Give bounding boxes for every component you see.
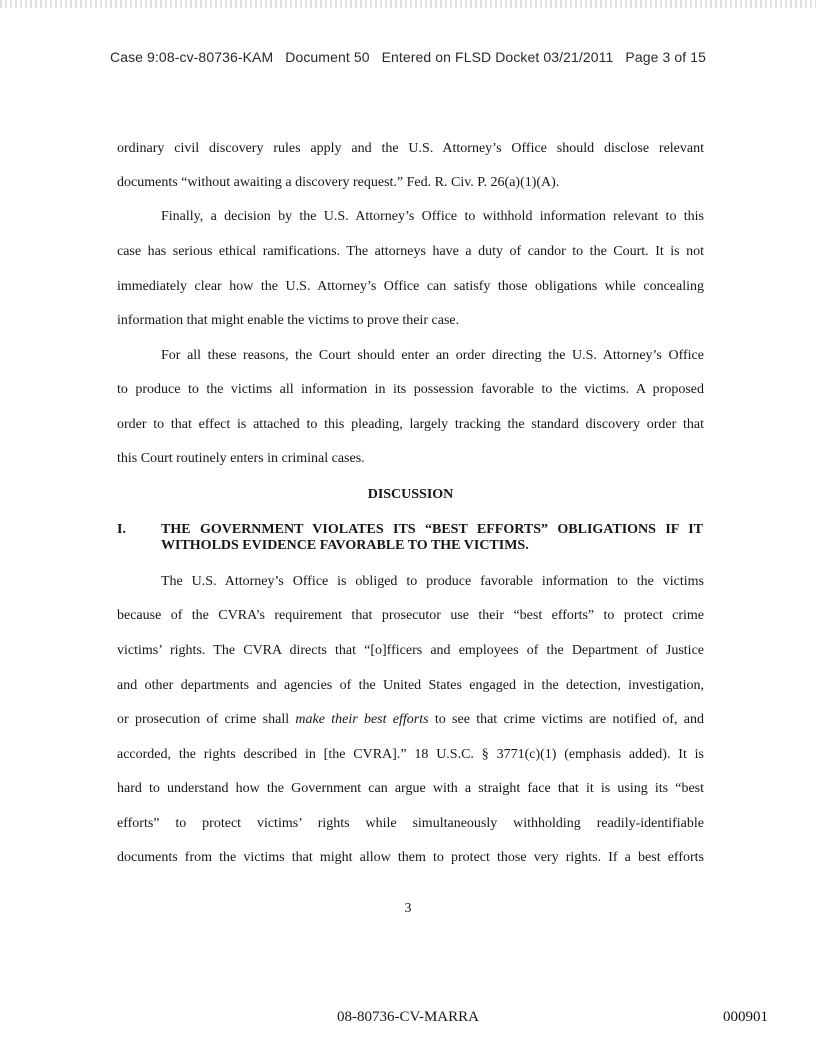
text-line: information that might enable the victims to prove their case. (117, 313, 460, 328)
case-footer-id: 08-80736-CV-MARRA (337, 1009, 479, 1025)
text-line: ordinary civil discovery rules apply and the U.S. Attorney’s Office should disclose relevant (117, 141, 704, 156)
text-line: victims’ rights. The CVRA directs that “[o]fficers and employees of the Department of Justice (117, 643, 704, 658)
text-line: For all these reasons, the Court should enter an order directing the U.S. Attorney’s Office (161, 348, 704, 363)
text-line: this Court routinely enters in criminal cases. (117, 451, 365, 466)
section-number: I. (117, 522, 126, 537)
text-line: documents from the victims that might allow them to protect those very rights. If a best efforts (117, 850, 704, 865)
text-segment: to see that crime victims are notified of, and (428, 712, 705, 727)
text-line: hard to understand how the Government can argue with a straight face that it is using its “best (117, 781, 704, 796)
case-header: Case 9:08-cv-80736-KAM Document 50 Entered on FLSD Docket 03/21/2011 Page 3 of 15 (109, 49, 706, 65)
emphasis-text: make their best efforts (295, 712, 429, 727)
text-line: documents “without awaiting a discovery request.” Fed. R. Civ. P. 26(a)(1)(A). (117, 175, 560, 190)
discussion-heading: DISCUSSION (367, 487, 454, 502)
section-heading (161, 522, 703, 554)
bates-number: 000901 (723, 1009, 768, 1025)
section-heading-line: THE GOVERNMENT VIOLATES ITS “BEST EFFORTS” OBLIGATIONS IF IT (161, 522, 703, 537)
section-heading-line: WITHOLDS EVIDENCE FAVORABLE TO THE VICTIMS. (161, 538, 529, 553)
text-line: because of the CVRA’s requirement that prosecutor use their “best efforts” to protect crime (117, 608, 704, 623)
text-line: The U.S. Attorney’s Office is obliged to produce favorable information to the victims (161, 574, 704, 589)
text-line (117, 711, 704, 729)
text-line: Finally, a decision by the U.S. Attorney’s Office to withhold information relevant to this (161, 209, 704, 224)
text-line: to produce to the victims all information in its possession favorable to the victims. A proposed (117, 382, 704, 397)
text-line: case has serious ethical ramifications. The attorneys have a duty of candor to the Court. It is not (117, 244, 704, 259)
page-number: 3 (404, 901, 412, 916)
text-line: immediately clear how the U.S. Attorney’s Office can satisfy those obligations while concealing (117, 279, 704, 294)
text-segment: or prosecution of crime shall (117, 712, 296, 727)
scan-artifact-strip (0, 0, 816, 8)
text-line: and other departments and agencies of the United States engaged in the detection, investigation, (117, 678, 704, 693)
text-line: order to that effect is attached to this pleading, largely tracking the standard discovery order that (117, 417, 704, 432)
text-line: efforts” to protect victims’ rights while simultaneously withholding readily-identifiable (117, 816, 704, 831)
text-line: accorded, the rights described in [the CVRA].” 18 U.S.C. § 3771(c)(1) (emphasis added). It is (117, 747, 704, 762)
